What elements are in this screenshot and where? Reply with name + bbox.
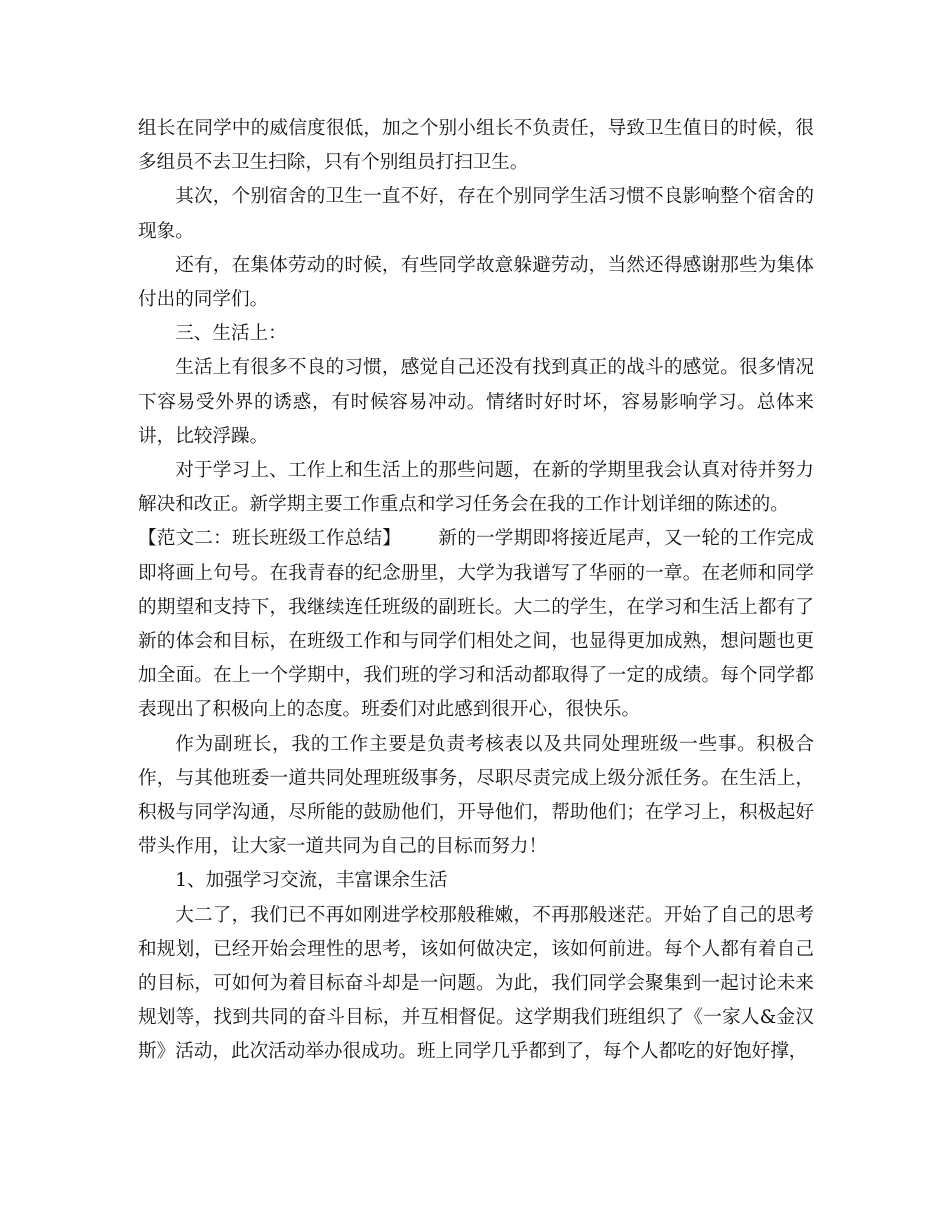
paragraph-vice-monitor-role: 作为副班长，我的工作主要是负责考核表以及共同处理班级一些事。积极合作，与其他班委一道共同处理班级事务，尽职尽责完成上级分派任务。在生活上，积极与同学沟通，尽所能的鼓励他们，开导他们，帮助他们；在学习上，积极起好带头作用，让大家一道共同为自己的目标而努力！ <box>138 733 814 858</box>
paragraph-dormitory: 其次，个别宿舍的卫生一直不好，存在个别同学生活习惯不良影响整个宿舍的现象。 <box>138 186 814 242</box>
sample-two-text: 新的一学期即将接近尾声，又一轮的工作完成即将画上句号。在我青春的纪念册里，大学为我谱写了华丽的一章。在老师和同学的期望和支持下，我继续连任班级的副班长。大二的学生，在学习和生活上都有了新的体会和目标，在班级工作和与同学们相处之间，也显得更加成熟，想问题也更加全面。在上一个学期中，我们班的学习和活动都取得了一定的成绩。每个同学都表现出了积极向上的态度。班委们对此感到很开心，很快乐。 <box>138 528 814 721</box>
paragraph-sample-two <box>138 522 814 727</box>
paragraph-resolution: 对于学习上、工作上和生活上的那些问题，在新的学期里我会认真对待并努力解决和改正。新学期主要工作重点和学习任务会在我的工作计划详细的陈述的。 <box>138 460 814 516</box>
paragraph-sophomore-year: 大二了，我们已不再如刚进学校那般稚嫩，不再那般迷茫。开始了自己的思考和规划，已经开始会理性的思考，该如何做决定，该如何前进。每个人都有着自己的目标，可如何为着目标奋斗却是一问题。为此，我们同学会聚集到一起讨论未来规划等，找到共同的奋斗目标，并互相督促。这学期我们班组织了《一家人&金汉斯》活动，此次活动举办很成功。班上同学几乎都到了，每个人都吃的好饱好撑， <box>138 904 814 1063</box>
section-heading-study-exchange: 1、加强学习交流，丰富课余生活 <box>175 870 448 892</box>
paragraph-collective-labor: 还有，在集体劳动的时候，有些同学故意躲避劳动，当然还得感谢那些为集体付出的同学们。 <box>138 254 814 311</box>
sample-two-heading: 【范文二：班长班级工作总结】 <box>138 528 402 550</box>
section-heading-life: 三、生活上： <box>175 323 287 345</box>
paragraph-life-habits: 生活上有很多不良的习惯，感觉自己还没有找到真正的战斗的感觉。很多情况下容易受外界的诱惑，有时候容易冲动。情绪时好时坏，容易影响学习。总体来讲，比较浮躁。 <box>138 357 814 447</box>
paragraph-hygiene-leaders: 组长在同学中的威信度很低，加之个别小组长不负责任，导致卫生值日的时候，很多组员不去卫生扫除，只有个别组员打扫卫生。 <box>138 118 814 174</box>
document-body <box>138 112 814 1070</box>
